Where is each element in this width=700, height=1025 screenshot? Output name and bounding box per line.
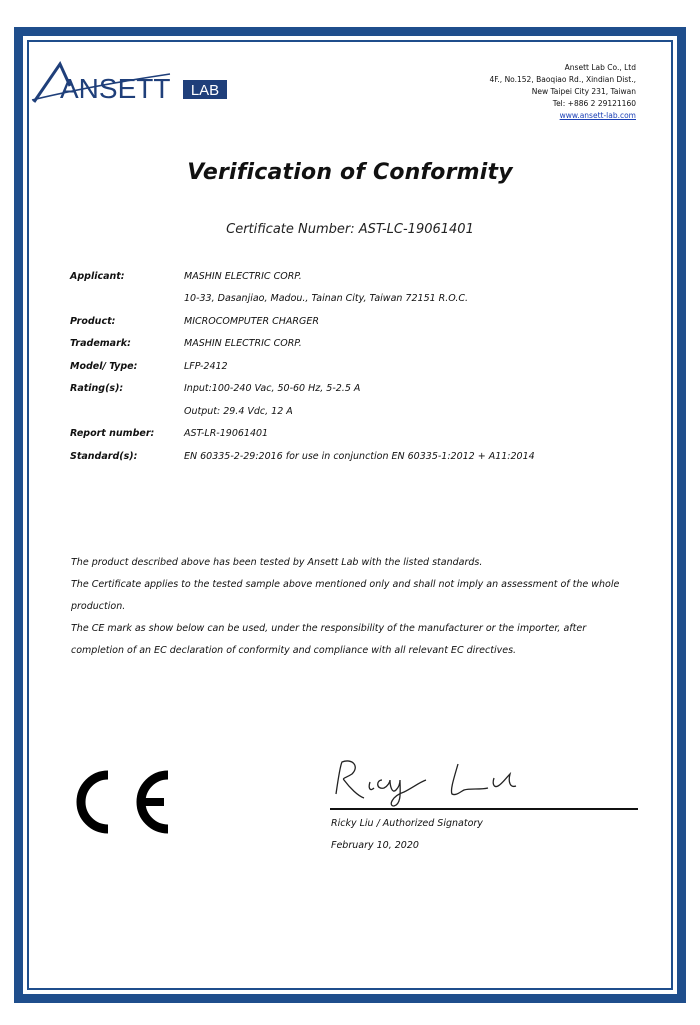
detail-label: Report number:: [70, 428, 155, 440]
detail-value: MASHIN ELECTRIC CORP.: [184, 270, 302, 282]
signature-line: [330, 808, 638, 810]
statement-paragraph: The product described above has been tested by Ansett Lab with the listed standards.: [71, 557, 483, 568]
logo-badge: LAB: [190, 82, 220, 99]
certificate-number: Certificate Number: AST-LC-19061401: [226, 222, 474, 237]
detail-row: [70, 423, 670, 446]
conformity-statements: [71, 552, 641, 662]
detail-row: [70, 400, 670, 423]
detail-value: Input:100-240 Vac, 50-60 Hz, 5-2.5 A: [184, 383, 361, 395]
company-address-line1: 4F., No.152, Baoqiao Rd., Xindian Dist.,: [489, 75, 636, 84]
signatory-name: Ricky Liu / Authorized Signatory: [331, 818, 483, 829]
detail-label: Model/ Type:: [70, 360, 138, 372]
detail-value: 10-33, Dasanjiao, Madou., Tainan City, Taiwan 72151 R.O.C.: [184, 293, 469, 305]
detail-row: [70, 445, 670, 468]
ce-mark-icon: [76, 770, 172, 834]
company-website-link[interactable]: www.ansett-lab.com: [559, 111, 636, 120]
statement-paragraph: The Certificate applies to the tested sample above mentioned only and shall not imply an assessment of the whole production.: [71, 579, 620, 612]
statement-paragraph: The CE mark as show below can be used, under the responsibility of the manufacturer or the importer, after completion of an EC declaration of conformity and compliance with all relevant EC directives.: [71, 623, 587, 656]
detail-label: Standard(s):: [70, 450, 138, 462]
ansett-lab-logo: [30, 56, 230, 108]
company-phone: Tel: +886 2 29121160: [552, 99, 636, 108]
company-address-line2: New Taipei City 231, Taiwan: [531, 87, 636, 96]
company-address-block: [490, 62, 636, 122]
company-name: Ansett Lab Co., Ltd: [564, 63, 636, 72]
detail-label: Product:: [70, 315, 116, 327]
detail-row: [70, 378, 670, 401]
logo-text: ANSETT: [60, 73, 171, 104]
signature-date: February 10, 2020: [331, 840, 419, 851]
detail-row: [70, 265, 670, 288]
detail-row: [70, 333, 670, 356]
detail-label: Applicant:: [70, 270, 125, 282]
document-title: Verification of Conformity: [187, 160, 513, 185]
detail-label: Trademark:: [70, 338, 131, 350]
handwritten-signature: [330, 752, 520, 812]
detail-value: AST-LR-19061401: [184, 428, 269, 440]
certificate-details: [70, 265, 670, 468]
detail-row: [70, 355, 670, 378]
detail-value: Output: 29.4 Vdc, 12 A: [184, 405, 293, 417]
detail-row: [70, 310, 670, 333]
detail-row: [70, 288, 670, 311]
detail-value: MASHIN ELECTRIC CORP.: [184, 338, 302, 350]
detail-label: Rating(s):: [70, 383, 124, 395]
detail-value: EN 60335-2-29:2016 for use in conjunction EN 60335-1:2012 + A11:2014: [184, 450, 535, 462]
detail-value: LFP-2412: [184, 360, 228, 372]
detail-value: MICROCOMPUTER CHARGER: [184, 315, 319, 327]
